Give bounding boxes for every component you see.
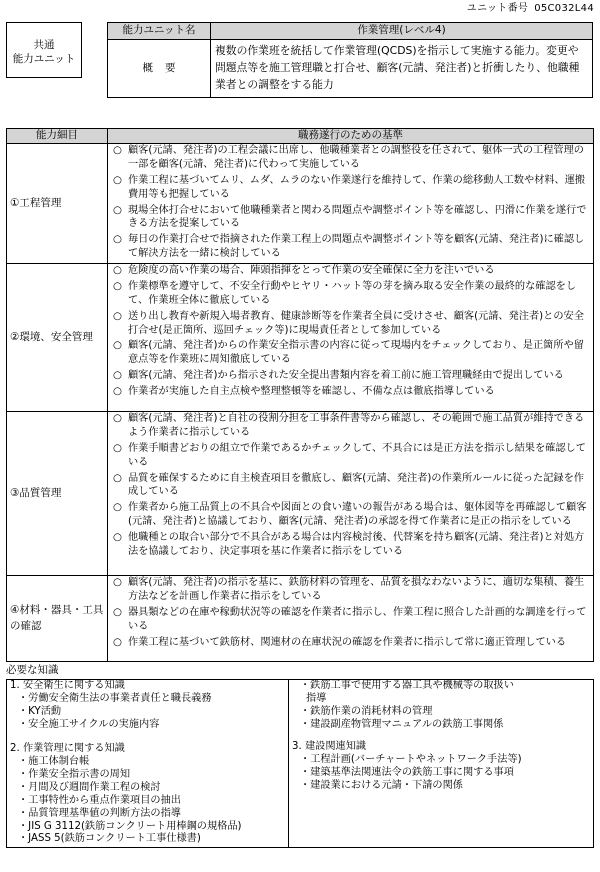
circle-bullet-icon: ○ bbox=[113, 234, 122, 246]
knowledge-item: ・作業安全指示書の周知 bbox=[18, 768, 131, 780]
circle-bullet-icon: ○ bbox=[113, 472, 122, 484]
circle-bullet-icon: ○ bbox=[113, 280, 122, 292]
common-unit-box bbox=[6, 22, 82, 78]
criteria-item: ○ 送り出し教育や新規入場者教育、健康診断等を作業者全員に受けさせ、顧客(元請、発注者)との安全打合せ(是正箇所、巡回チェック等)に現場責任者として参加している bbox=[113, 310, 584, 336]
knowledge-item: ・労働安全衛生法の事業者責任と職長義務 bbox=[18, 692, 212, 704]
skill-criteria bbox=[108, 576, 594, 662]
skill-row bbox=[7, 576, 594, 662]
criteria-item: ○ 顧客(元請、発注者)の工程会議に出席し、他職種業者との調整役を任されて、躯体一式の工程管理の一部を顧客(元請、発注者)に代わって実施している bbox=[113, 145, 584, 170]
criteria-item: ○ 作業手順書どおりの組立で作業であるかチェックして、不具合には是正方法を指示し結果を確認している bbox=[113, 442, 586, 468]
knowledge-title: 必要な知識 bbox=[6, 664, 59, 676]
knowledge-group bbox=[292, 680, 590, 732]
circle-bullet-icon: ○ bbox=[113, 204, 122, 216]
circle-bullet-icon: ○ bbox=[113, 310, 122, 322]
knowledge-item: ・月間及び週間作業工程の検討 bbox=[18, 781, 161, 793]
col-category-header: 能力細目 bbox=[7, 129, 108, 144]
knowledge-item: ・建設業における元請・下請の関係 bbox=[300, 779, 463, 791]
skill-category: ③品質管理 bbox=[7, 412, 108, 576]
skill-row bbox=[7, 264, 594, 412]
criteria-item: ○ 作業者から施工品質上の不具合や図面との食い違いの報告がある場合は、躯体図等を再確認して顧客(元請、発注者)と協議しており、顧客(元請、発注者)の承認を得て作業者に是正の指示をしている bbox=[113, 502, 587, 528]
knowledge-item: ・工程計画(バーチャートやネットワーク手法等) bbox=[300, 753, 522, 765]
criteria-item: ○ 顧客(元請、発注者)の指示を基に、鉄筋材料の管理を、品質を損なわないように、適切な集積、養生方法などを計画し作業者に指示をしている bbox=[113, 577, 585, 602]
common-unit-line1: 共通 bbox=[33, 39, 55, 51]
criteria-item: ○ 作業標準を遵守して、不安全行動やヒヤリ・ハット等の芽を摘み取る安全作業の最終的な確認をして、作業班全体に徹底している bbox=[113, 280, 577, 306]
criteria-item: ○ 品質を確保するために自主検査項目を徹底し、顧客(元請、発注者)の作業所ルールに従った記録を作成している bbox=[113, 472, 584, 498]
criteria-item: ○ 顧客(元請、発注者)からの作業安全指示書の内容に従って現場内をチェックしており、是正箇所や留意点等を作業班に周知徹底している bbox=[113, 340, 584, 366]
knowledge-item: ・工事特性から重点作業項目の抽出 bbox=[18, 794, 181, 806]
skill-table bbox=[6, 128, 594, 662]
knowledge-heading: 1. 安全衛生に関する知識 bbox=[10, 680, 125, 691]
criteria-item: ○ 現場全体打合せにおいて他職種業者と関わる問題点や調整ポイント等を確認し、円滑に作業を遂行できる方法を提案している bbox=[113, 204, 587, 230]
circle-bullet-icon: ○ bbox=[113, 502, 122, 514]
knowledge-item: ・鉄筋工事で使用する器工具や機械等の取扱い bbox=[300, 680, 514, 691]
col-criteria-header: 職務遂行のための基準 bbox=[108, 129, 594, 144]
criteria-item: ○ 他職種との取合い部分で不具合がある場合は内容検討後、代替案を持ち顧客(元請、発注者)と対処方法を協議しており、決定事項を基に作業者に指示をしている bbox=[113, 532, 585, 557]
knowledge-table bbox=[6, 679, 594, 848]
unit-number bbox=[467, 2, 594, 15]
criteria-item: ○ 顧客(元請、発注者)から指示された安全提出書類内容を着工前に施工管理職経由で提出している bbox=[113, 370, 564, 382]
unit-number-value: 05C032L44 bbox=[534, 3, 594, 14]
criteria-item: ○ 作業工程に基づいてムリ、ムダ、ムラのない作業遂行を維持して、作業の総移動人工数や材料、運搬費用等も把握している bbox=[113, 174, 586, 200]
circle-bullet-icon: ○ bbox=[113, 145, 122, 156]
criteria-item: ○ 作業工程に基づいて鉄筋材、関連材の在庫状況の確認を作業者に指示して常に適正管理している bbox=[113, 636, 567, 648]
common-unit-line2: 能力ユニット bbox=[12, 53, 76, 66]
circle-bullet-icon: ○ bbox=[113, 174, 122, 186]
summary-text: 複数の作業班を統括して作業管理(QCDS)を指示して実施する能力。変更や問題点等を施工管理職と打合せ、顧客(元請、発注者)と折衝したり、他職種業者との調整をする能力 bbox=[211, 40, 593, 98]
knowledge-right-column bbox=[289, 680, 594, 848]
skill-row bbox=[7, 412, 594, 576]
knowledge-item: ・JASS 5(鉄筋コンクリート工事仕様書) bbox=[18, 833, 201, 845]
skill-criteria bbox=[108, 264, 594, 412]
criteria-item: ○ 器具類などの在庫や稼動状況等の確認を作業者に指示し、作業工程に照合した計画的な調達を行っている bbox=[113, 606, 587, 632]
summary-label-cell bbox=[108, 40, 211, 98]
circle-bullet-icon: ○ bbox=[113, 340, 122, 352]
unit-number-label: ユニット番号 bbox=[466, 3, 529, 14]
criteria-item: ○ 顧客(元請、発注者)と自社の役割分担を工事条件書等から確認し、その範囲で施工品質が維持できるよう作業者に指示している bbox=[113, 413, 585, 438]
circle-bullet-icon: ○ bbox=[113, 577, 122, 588]
knowledge-item: ・品質管理基準値の判断方法の指導 bbox=[18, 807, 181, 819]
circle-bullet-icon: ○ bbox=[113, 265, 122, 276]
criteria-item: ○ 毎日の作業打合せで指摘された作業工程上の問題点や調整ポイント等を顧客(元請、発注者)に確認して解決方法を一緒に検討している bbox=[113, 234, 585, 260]
skill-category: ④材料・器具・工具の確認 bbox=[7, 576, 108, 662]
knowledge-item: ・安全施工サイクルの実施内容 bbox=[18, 718, 160, 730]
knowledge-item: ・JIS G 3112(鉄筋コンクリート用棒鋼の規格品) bbox=[18, 820, 242, 832]
knowledge-item: ・KY活動 bbox=[18, 705, 62, 717]
circle-bullet-icon: ○ bbox=[113, 370, 122, 382]
knowledge-item-continued: 指導 bbox=[306, 692, 327, 704]
unit-name-value: 作業管理(レベル4) bbox=[211, 23, 593, 40]
circle-bullet-icon: ○ bbox=[113, 442, 122, 454]
unit-name-label: 能力ユニット名 bbox=[108, 23, 211, 40]
knowledge-heading: 2. 作業管理に関する知識 bbox=[10, 742, 125, 754]
unit-info-table bbox=[107, 22, 593, 98]
summary-label: 概要 bbox=[142, 61, 188, 74]
skill-criteria bbox=[108, 412, 594, 576]
criteria-item: ○ 作業者が実施した自主点検や整理整頓等を確認し、不備な点は徹底指導している bbox=[113, 386, 495, 397]
knowledge-left-column bbox=[7, 680, 289, 848]
skill-category: ②環境、安全管理 bbox=[7, 264, 108, 412]
knowledge-item: ・施工体制台帳 bbox=[18, 755, 90, 767]
criteria-item: ○ 危険度の高い作業の場合、陣頭指揮をとって作業の安全確保に全力を注いでいる bbox=[113, 265, 495, 276]
circle-bullet-icon: ○ bbox=[113, 532, 122, 543]
circle-bullet-icon: ○ bbox=[113, 636, 122, 648]
circle-bullet-icon: ○ bbox=[113, 606, 122, 618]
knowledge-heading: 3. 建設関連知識 bbox=[292, 740, 367, 752]
knowledge-item: ・鉄筋作業の消耗材料の管理 bbox=[300, 705, 433, 717]
circle-bullet-icon: ○ bbox=[113, 386, 122, 397]
knowledge-group bbox=[10, 743, 285, 847]
knowledge-group bbox=[292, 741, 590, 793]
skill-criteria bbox=[108, 144, 594, 264]
knowledge-item: ・建設副産物管理マニュアルの鉄筋工事関係 bbox=[300, 718, 504, 730]
circle-bullet-icon: ○ bbox=[113, 413, 122, 424]
skill-category: ①工程管理 bbox=[7, 144, 108, 264]
skill-row bbox=[7, 144, 594, 264]
knowledge-group bbox=[10, 680, 285, 732]
knowledge-item: ・建築基準法関連法令の鉄筋工事に関する事項 bbox=[300, 766, 514, 778]
